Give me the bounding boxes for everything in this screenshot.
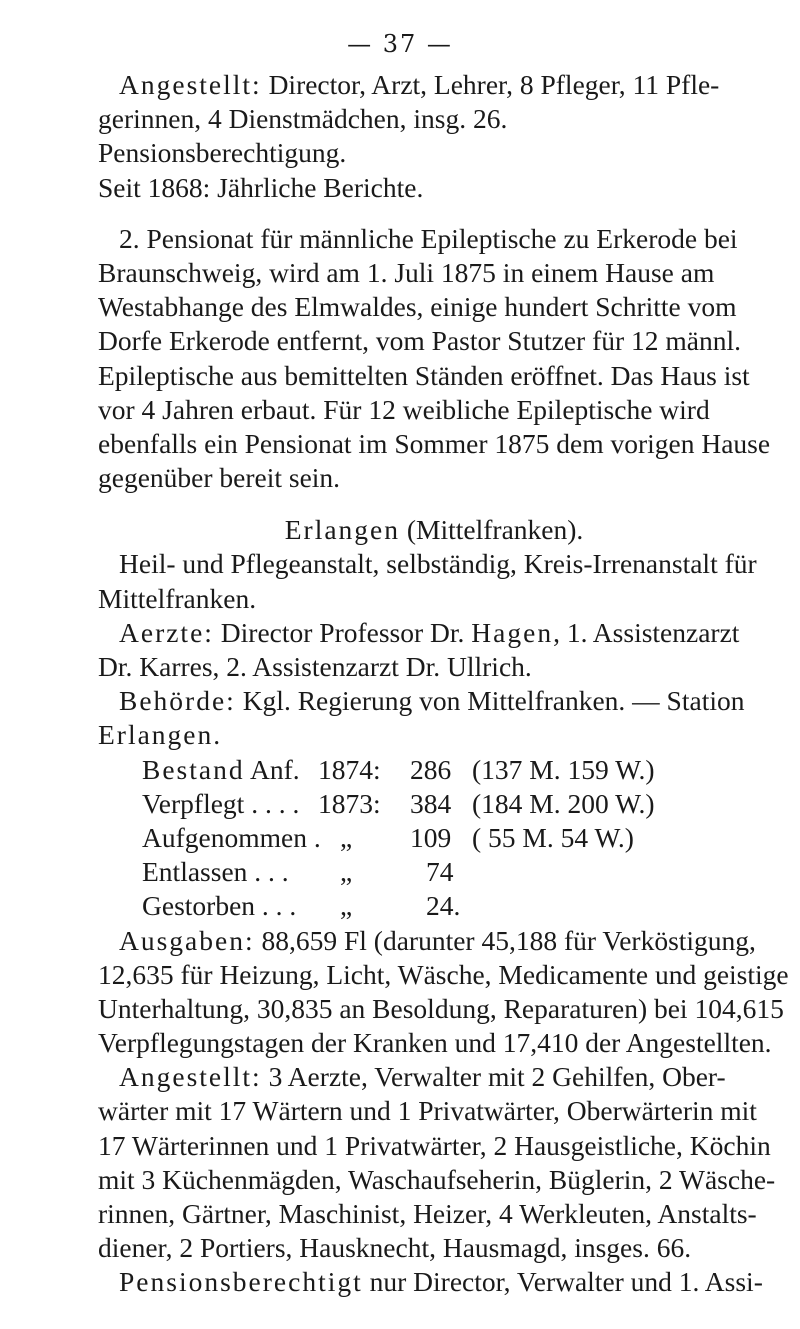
angestellt-label: Angestellt: bbox=[119, 69, 262, 100]
aerzte-label: Aerzte: bbox=[119, 616, 214, 648]
para2-line-8: gegenüber bereit sein. bbox=[98, 462, 341, 494]
page-number: — 37 — bbox=[347, 30, 453, 58]
table-row: Entlassen . . . „ 74 bbox=[142, 856, 454, 888]
para2-line-7: ebenfalls ein Pensionat im Sommer 1875 dem vorigen Hause bbox=[98, 427, 771, 459]
pension-line: Pensionsberechtigt nur Director, Verwalter und 1. Assi- bbox=[119, 1266, 763, 1298]
para1-line-2: gerinnen, 4 Dienstmädchen, insg. 26. bbox=[98, 103, 508, 135]
para1-line-1: Angestellt: Director, Arzt, Lehrer, 8 Pfleger, 11 Pfle- bbox=[119, 69, 720, 100]
para2-line-1: 2. Pensionat für männliche Epileptische zu Erkerode bei bbox=[119, 222, 738, 254]
table-row: Verpflegt . . . . 1873: 384 (184 M. 200 W.) bbox=[142, 787, 655, 819]
table-row: Aufgenommen . „ 109 ( 55 M. 54 W.) bbox=[142, 821, 634, 853]
behoerde-line-1: Behörde: Kgl. Regierung von Mittelfranken. — Station bbox=[119, 685, 745, 717]
heading-city: Erlangen bbox=[284, 514, 400, 546]
ausgaben-line-2: 12,635 für Heizung, Licht, Wäsche, Medicamente und geistige bbox=[98, 958, 789, 990]
description-line-1: Heil- und Pflegeanstalt, selbständig, Kreis-Irrenanstalt für bbox=[119, 548, 757, 580]
ausgaben-line-4: Verpflegungstagen der Kranken und 17,410 der Angestellten. bbox=[98, 1027, 772, 1059]
ausgaben-label: Ausgaben: bbox=[119, 924, 255, 956]
angestellt-line-6: diener, 2 Portiers, Hausknecht, Hausmagd, insges. 66. bbox=[98, 1232, 692, 1264]
section-heading bbox=[98, 513, 770, 547]
description-line-2: Mittelfranken. bbox=[98, 582, 257, 614]
para2-line-4: Dorfe Erkerode entfernt, vom Pastor Stutzer für 12 männl. bbox=[98, 325, 742, 357]
behoerde-label: Behörde: bbox=[119, 685, 236, 717]
table-row: Gestorben . . . „ 24. bbox=[142, 890, 461, 922]
station-name: Erlangen. bbox=[98, 719, 223, 751]
ausgaben-line-1: Ausgaben: 88,659 Fl (darunter 45,188 für Verköstigung, bbox=[119, 924, 756, 956]
aerzte-line-2: Dr. Karres, 2. Assistenzarzt Dr. Ullrich. bbox=[98, 651, 532, 682]
para2-line-2: Braunschweig, wird am 1. Juli 1875 in einem Hause am bbox=[98, 256, 715, 288]
para2-line-3: Westabhange des Elmwaldes, einige hundert Schritte vom bbox=[98, 291, 737, 323]
angestellt-line-4: mit 3 Küchenmägden, Waschaufseherin, Büglerin, 2 Wäsche- bbox=[98, 1163, 776, 1195]
para2-line-5: Epileptische aus bemittelten Ständen eröffnet. Das Haus ist bbox=[98, 359, 750, 391]
para1-line-4: Seit 1868: Jährliche Berichte. bbox=[98, 171, 424, 203]
heading-region: (Mittelfranken). bbox=[400, 514, 584, 546]
para2-line-6: vor 4 Jahren erbaut. Für 12 weibliche Epileptische wird bbox=[98, 393, 710, 425]
ausgaben-line-3: Unterhaltung, 30,835 an Besoldung, Reparaturen) bei 104,615 bbox=[98, 992, 784, 1024]
angestellt-line-5: rinnen, Gärtner, Maschinist, Heizer, 4 Werkleuten, Anstalts- bbox=[98, 1198, 757, 1229]
paragraph-gap bbox=[98, 205, 770, 222]
director-name: Hagen bbox=[471, 616, 554, 648]
aerzte-line-1: Aerzte: Director Professor Dr. Hagen, 1. Assistenzarzt bbox=[119, 616, 740, 648]
angestellt-label-2: Angestellt: bbox=[119, 1061, 262, 1093]
angestellt-line-3: 17 Wärterinnen und 1 Privatwärter, 2 Hausgeistliche, Köchin bbox=[98, 1129, 771, 1161]
page-body bbox=[98, 68, 789, 1300]
angestellt-line-2: wärter mit 17 Wärtern und 1 Privatwärter, Oberwärterin mit bbox=[98, 1095, 757, 1127]
table-row: Bestand Anf. 1874: 286 (137 M. 159 W.) bbox=[142, 753, 655, 785]
angestellt-line-1: Angestellt: 3 Aerzte, Verwalter mit 2 Gehilfen, Ober- bbox=[119, 1061, 726, 1093]
pension-label: Pensionsberechtigt bbox=[119, 1266, 363, 1298]
statistics-table bbox=[98, 753, 770, 924]
para1-line-3: Pensionsberechtigung. bbox=[98, 137, 347, 169]
